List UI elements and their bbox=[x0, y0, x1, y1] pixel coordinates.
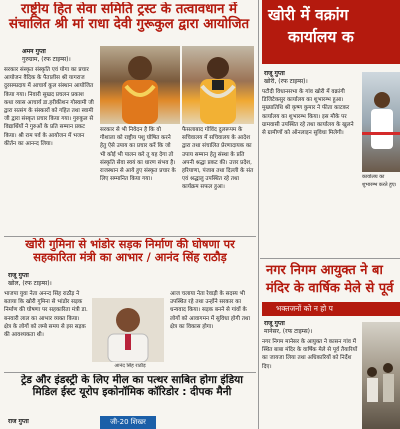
story5-byline-name: राजू गुप्ता bbox=[264, 320, 285, 327]
story1-byline bbox=[22, 48, 92, 64]
story4-byline: राज गुप्ता bbox=[8, 418, 29, 425]
story2-byline-place: खोरी, (रफ टाइम्स)। bbox=[264, 78, 308, 85]
story3-photo bbox=[92, 298, 164, 362]
story5-headline bbox=[262, 262, 400, 298]
story3-photo-caption: आनंद सिंह राठौड़ bbox=[114, 363, 146, 369]
story5-headline-line2: मंदिर के वार्षिक मेले से पूर्व bbox=[266, 281, 394, 296]
story4-tag bbox=[100, 416, 156, 429]
story1-byline-place: गुरुग्राम, (रफ टाइम्स)। bbox=[22, 56, 71, 63]
story1-headline-line2: संचालित श्री मां राधा देवी गुरूकुल द्वारा आयोजित bbox=[8, 17, 250, 33]
story3-byline bbox=[8, 272, 78, 288]
story5-byline-place: मानेसर, (रफ टाइम्स)। bbox=[264, 328, 313, 335]
story3-headline bbox=[4, 238, 256, 264]
story2-text: पटौदी विधानसभा के गांव खोरी में वक्रांगी डिजिटेकसुर कार्यालय का शुभारम्भ हुआ। मुख्यातिथि श्री कृष्ण कुमार ने फीता काटकर कार्यालय का शुभारम्भ किया। इस मौके पर ग्रामवासी उपस्थित रहे तथा कार्यालय के खुलने से ग्रामीणों को ऑनलाइन सुविधा मिलेगी। bbox=[262, 89, 354, 137]
story3-byline-name: राजू गुप्ता bbox=[8, 272, 29, 279]
story1-headline-line1: राष्ट्रीय हित सेवा समिति ट्रस्ट के तत्वावधान में bbox=[20, 2, 238, 17]
story2-photo bbox=[362, 72, 400, 172]
story1-column-1: सरकार संस्कृत संस्कृति एवं योगा का प्रचार आयोजन वैदिक के पैतालीस श्री यागराज दुरसम्प्रदाय में आचार्य कुल संस्थान आयोजित किया गया। निवारी सुखद प्रचलन प्रकाश कथा व्यास आचार्य डा.हरीकीशन गोस्वामी जी द्वारा सत्संग के संस्कारों को गहित तथा स्वामी जी द्वारा संस्कृत प्रचार किया गया। गुरुकुल से विद्यार्थियों ने गुरुओं के प्रति सम्मान प्रकट किया। श्री राम पर्व के आयोजन में भजन कीर्तन का आनन्द लिया। bbox=[4, 67, 94, 147]
story3-headline-line1: खोरी गुमिना से भांडोर सड़क निर्माण की घोषणा पर bbox=[25, 238, 235, 251]
story5-text: नगर निगम मानेसर के आयुक्त ने कासन गांव में स्थित बाबा मंदिर के वार्षिक मेले से पूर्व तैयारियों का जायजा लिया तथा अधिकारियों को निर्देश दिए। bbox=[262, 339, 358, 370]
story1-column-2: सरकार से भी निवेदन है कि वो गौशाला को राष्ट्रीय पशु घोषित करने हेतु ऐसे उपाय का प्रचार करें कि जो भी कोई भी पालन करे तू यह देगा तो संस्कृति सेवा स्वयं का धारण संभव है। राजस्थान से आये हुए संस्कृत प्रचार के लिए सम्मानित किया गया। bbox=[100, 127, 176, 183]
story1-column-3: फैसलाबाद गोविंद दुलरूपम के सचिवालय में सचिवालय के आदेश द्वारा तथा संचालित प्रेरणादायक का उपाय सम्मान हेतु संस्था के प्रति अपनी श्रद्धा प्रकट की। उत्तर प्रदेश, हरियाणा, पंजाब तथा दिल्ली के संत एवं श्रद्धालु उपस्थित रहे तथा कार्यक्रम सफल हुआ। bbox=[182, 127, 254, 191]
story4-headline bbox=[4, 374, 260, 398]
story4-headline-line2: मिडिल ईस्ट यूरोप इकोनॉमिक कॉरिडोर : दीपक मैनी bbox=[32, 386, 232, 399]
divider bbox=[4, 372, 256, 373]
ceremony-figure-icon bbox=[362, 72, 400, 172]
column-divider bbox=[258, 0, 259, 429]
speaker-figure-icon bbox=[182, 46, 254, 124]
person-portrait-icon bbox=[92, 298, 164, 362]
monk-figure-icon bbox=[100, 46, 180, 124]
story2-byline-name: राजू गुप्ता bbox=[264, 70, 285, 77]
story2-caption: कार्यालय का शुभारम्भ करते हुए। bbox=[362, 174, 397, 188]
story2-headline-line2: कार्यालय क bbox=[288, 28, 354, 46]
story5-headline-line1: नगर निगम आयुक्त ने बा bbox=[266, 263, 383, 278]
story3-text-right: आज चलाया नेता रेवाड़ी के सदस्य भी उपस्थित रहे तथा उन्होंने सरकार का धन्यवाद किया। सड़क बनने से गांवों के लोगों को आवागमन में सुविधा होगी तथा क्षेत्र का विकास होगा। bbox=[170, 291, 250, 330]
story2-headline bbox=[262, 4, 400, 48]
story4-tag-label: जी-20 शिखर bbox=[110, 418, 146, 426]
story5-byline bbox=[264, 320, 344, 336]
story1-photo-right bbox=[182, 46, 254, 124]
story2-byline bbox=[264, 70, 334, 86]
story1-byline-name: अमन गुप्ता bbox=[22, 48, 46, 55]
story5-strip bbox=[262, 302, 400, 316]
story1-photo-left bbox=[100, 46, 180, 124]
story4-headline-line1: ट्रेड और इंडस्ट्री के लिए मील का पत्थर साबित होगा इंडिया bbox=[20, 374, 244, 386]
story1-headline bbox=[4, 2, 254, 33]
divider bbox=[4, 236, 256, 237]
crowd-figures-icon bbox=[362, 322, 400, 429]
story5-strip-label: भक्तजनों को न हो प bbox=[276, 304, 333, 313]
story3-headline-line2: सहकारिता मंत्री का आभार / आनंद सिंह राठौड़ bbox=[33, 250, 227, 265]
story5-photo bbox=[362, 322, 400, 429]
divider bbox=[260, 258, 400, 259]
story3-byline-place: खोल, (रफ टाइम्स)। bbox=[8, 280, 52, 287]
story3-text-left: भाजपा युवा नेता अनन्द सिंह राठौड़ ने बताया कि खोरी गुमिना से भांडोर सड़क निर्माण की घोषणा पर सहकारिता मंत्री डा. बनवारी लाल का आभार व्यक्त किया। क्षेत्र के लोगों को लम्बे समय से इस सड़क की आवश्यकता थी। bbox=[4, 291, 88, 339]
story2-headline-line1: खोरी में वक्रांग bbox=[268, 6, 349, 24]
